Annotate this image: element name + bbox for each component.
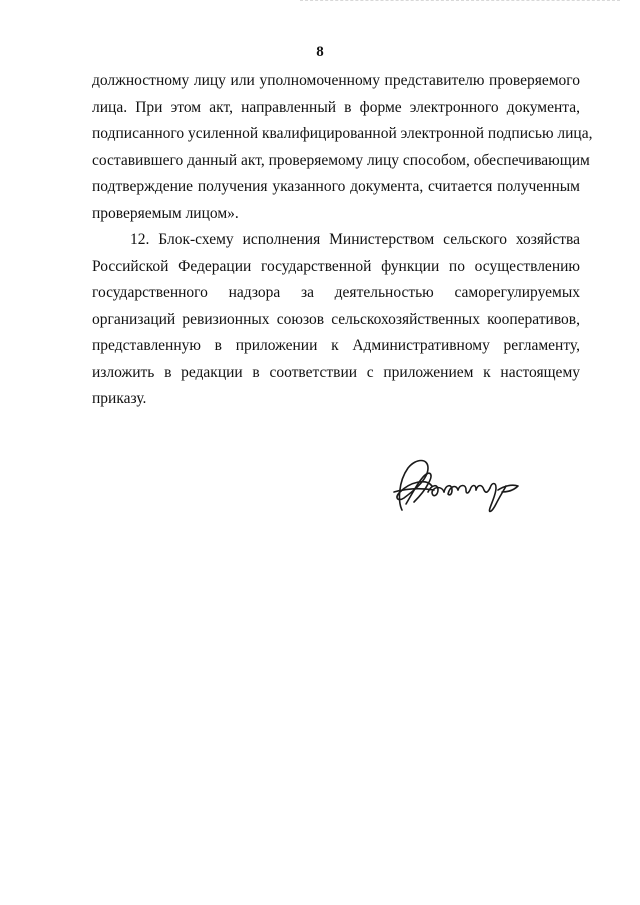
- paragraph-item-12: [92, 227, 580, 413]
- page-number: 8: [316, 44, 324, 60]
- text-line: изложить в редакции в соответствии с приложением к настоящему: [92, 363, 580, 381]
- text-line: подписанного усиленной квалифицированной электронной подписью лица,: [92, 125, 593, 142]
- text-line: организаций ревизионных союзов сельскохозяйственных кооперативов,: [92, 310, 580, 328]
- text-line: проверяемым лицом».: [92, 204, 239, 222]
- text-line: 12. Блок-схему исполнения Министерством сельского хозяйства: [130, 231, 580, 248]
- text-line: составившего данный акт, проверяемому лицу способом, обеспечивающим: [92, 151, 590, 169]
- handwritten-signature: [388, 452, 523, 517]
- text-line: государственного надзора за деятельностью саморегулируемых: [92, 284, 580, 301]
- paragraph-continuation: [92, 68, 593, 227]
- text-line: приказу.: [92, 390, 147, 407]
- scan-edge: [300, 0, 620, 2]
- text-line: представленную в приложении к Административному регламенту,: [92, 337, 580, 354]
- text-line: должностному лицу или уполномоченному представителю проверяемого: [92, 72, 580, 89]
- text-line: подтверждение получения указанного документа, считается полученным: [92, 178, 580, 195]
- text-line: Российской Федерации государственной функции по осуществлению: [92, 257, 580, 275]
- text-line: лица. При этом акт, направленный в форме электронного документа,: [92, 98, 580, 116]
